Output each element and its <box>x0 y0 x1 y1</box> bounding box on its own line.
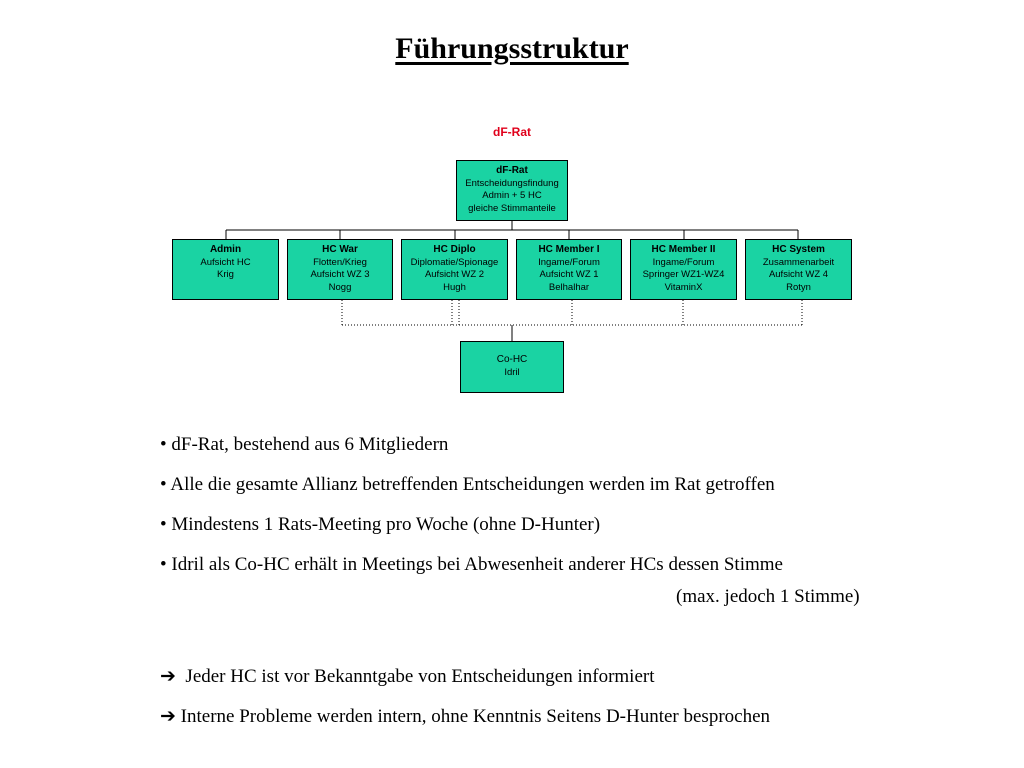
node-line: Hugh <box>443 281 466 293</box>
arrow-list <box>160 664 770 744</box>
node-line: VitaminX <box>664 281 703 293</box>
arrow-item <box>160 704 770 730</box>
right-arrow-icon: ➔ <box>160 666 176 687</box>
node-line: Ingame/Forum <box>652 256 715 268</box>
node-line: Aufsicht HC <box>200 256 251 268</box>
bullet-item: • dF-Rat, bestehend aus 6 Mitgliedern <box>160 434 449 455</box>
node-title: HC Member I <box>538 244 600 255</box>
node-line: Diplomatie/Spionage <box>410 256 499 268</box>
node-admin <box>172 239 279 300</box>
arrow-item <box>160 664 770 690</box>
node-line: Krig <box>217 269 234 280</box>
node-line: Aufsicht WZ 2 <box>424 269 485 280</box>
node-hc-diplo <box>401 239 508 300</box>
right-arrow-icon: ➔ <box>160 706 176 727</box>
node-title: Co-HC <box>496 354 528 365</box>
page-title: Führungsstruktur <box>395 32 629 65</box>
node-line: Admin + 5 HC <box>482 190 542 201</box>
node-line: Flotten/Krieg <box>313 256 367 268</box>
arrow-item-text: Jeder HC ist vor Bekanntgabe von Entscheidungen informiert <box>185 666 655 687</box>
node-title: Admin <box>209 244 242 255</box>
node-line: Ingame/Forum <box>538 256 600 268</box>
node-line: gleiche Stimmanteile <box>468 202 556 214</box>
node-line: Aufsicht WZ 1 <box>539 269 599 280</box>
node-hc-system <box>745 239 852 300</box>
node-co-hc <box>460 341 564 393</box>
node-hc-war <box>287 239 393 300</box>
node-df-rat <box>456 160 568 221</box>
node-line: Zusammenarbeit <box>762 256 835 268</box>
node-line: Belhalhar <box>548 281 590 293</box>
node-title: HC Diplo <box>433 244 476 255</box>
node-title: dF-Rat <box>496 165 528 176</box>
bullet-item: • Idril als Co-HC erhält in Meetings bei Abwesenheit anderer HCs dessen Stimme <box>160 554 783 575</box>
arrow-item-text: Interne Probleme werden intern, ohne Kenntnis Seitens D-Hunter besprochen <box>180 706 771 727</box>
bullet-item: • Alle die gesamte Allianz betreffenden Entscheidungen werden im Rat getroffen <box>160 474 775 495</box>
bullet-continuation: (max. jedoch 1 Stimme) <box>676 586 860 607</box>
bullet-list <box>160 432 940 607</box>
bullet-item: • Mindestens 1 Rats-Meeting pro Woche (ohne D-Hunter) <box>160 514 601 535</box>
node-line: Springer WZ1-WZ4 <box>642 269 725 280</box>
node-line: Nogg <box>328 281 352 293</box>
node-line: Entscheidungsfindung <box>465 177 559 189</box>
node-line: Aufsicht WZ 4 <box>768 269 829 280</box>
node-line: Idril <box>504 366 520 378</box>
node-hc-member-1 <box>516 239 622 300</box>
node-title: HC War <box>322 244 358 255</box>
node-hc-member-2 <box>630 239 737 300</box>
node-line: Aufsicht WZ 3 <box>310 269 370 280</box>
node-title: HC System <box>772 244 825 255</box>
node-title: HC Member II <box>651 244 716 255</box>
org-chart-title: dF-Rat <box>493 125 531 139</box>
node-line: Rotyn <box>786 281 811 293</box>
